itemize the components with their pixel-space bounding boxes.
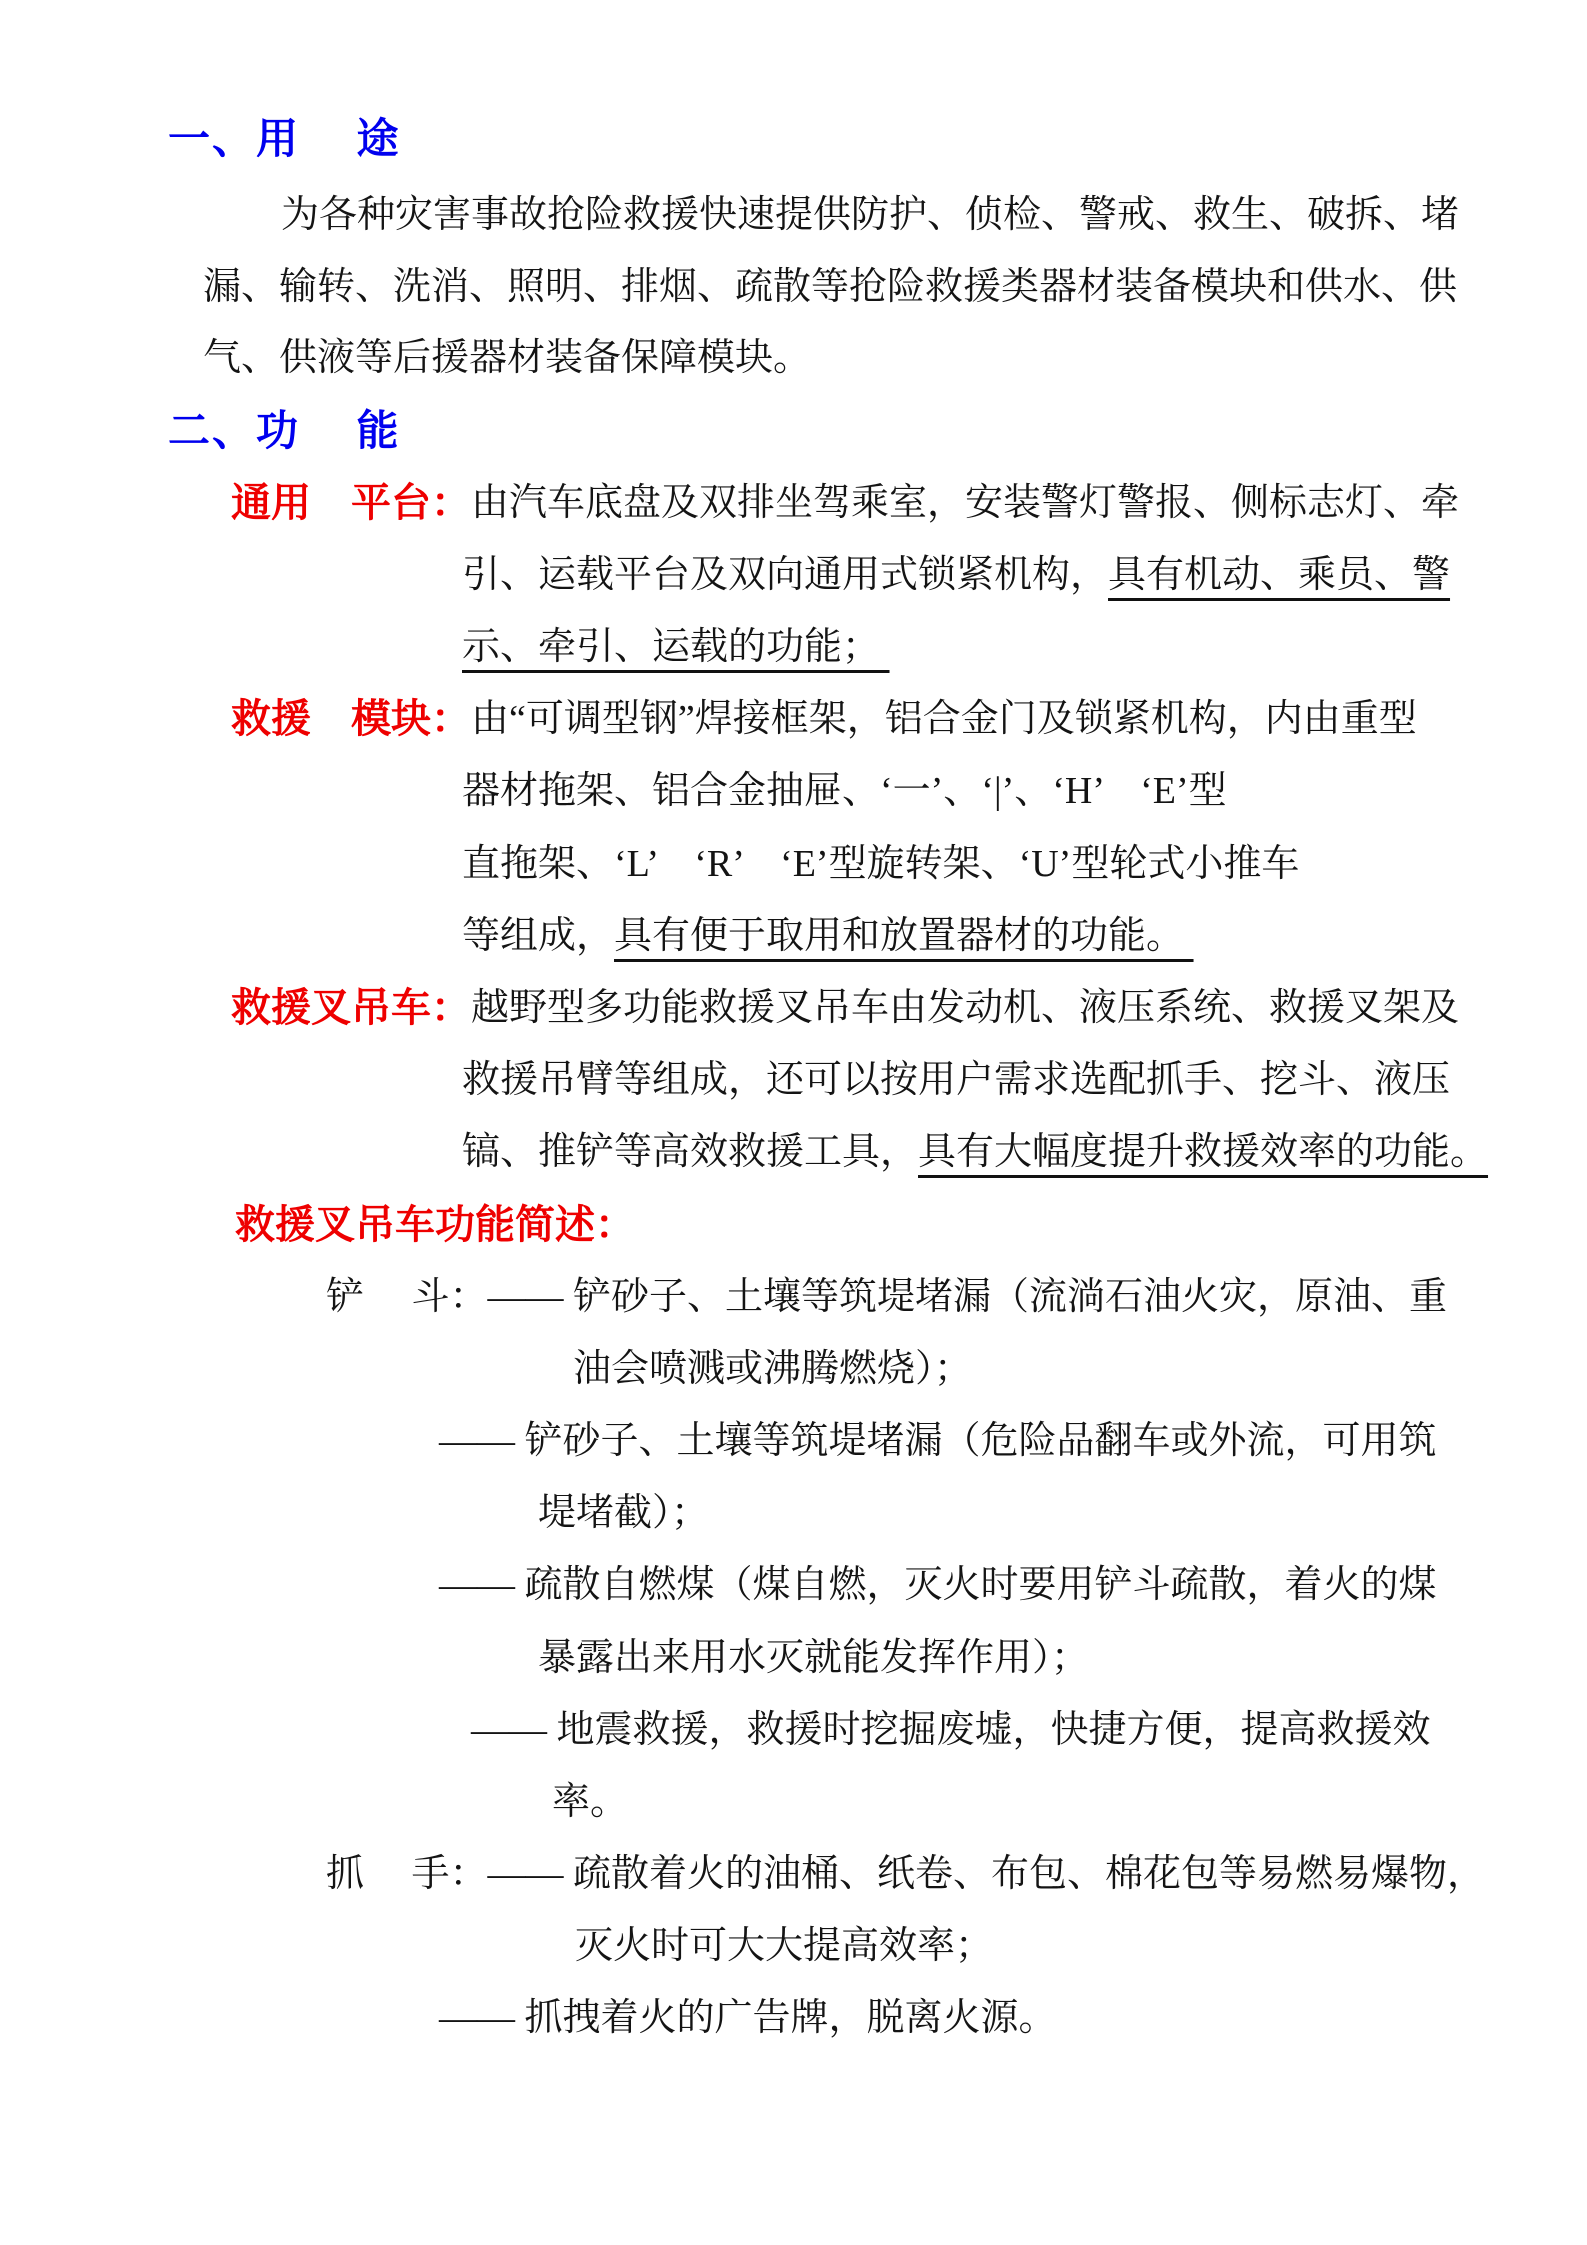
text-segment: 直拖架、‘L’ ‘R’ ‘E’型旋转架、‘U’型轮式小推车 <box>462 843 1300 885</box>
doc-line <box>281 179 1459 251</box>
text-segment: —— <box>471 1709 557 1751</box>
doc-line <box>235 1189 635 1261</box>
text-segment: 漏、输转、洗消、照明、排烟、疏散等抢险救援类器材装备模块和供水、供 <box>203 266 1458 308</box>
doc-line <box>575 1910 993 1982</box>
text-segment: 镐、推铲等高效救援工具， <box>462 1131 919 1173</box>
text-segment: —— <box>487 1853 574 1895</box>
entry-label: 救援叉吊车： <box>231 985 471 1030</box>
text-segment: 具有大幅度提升救援效率的功能。 <box>918 1131 1489 1173</box>
text-segment: 气、供液等后援器材装备保障模块。 <box>203 337 812 379</box>
text-segment: 率。 <box>552 1781 629 1823</box>
text-segment: 堤堵截）； <box>538 1492 710 1534</box>
doc-line <box>439 1405 1437 1477</box>
doc-line <box>462 828 1299 900</box>
text-segment: 具有机动、乘员、警 <box>1108 554 1451 596</box>
text-segment: 由汽车底盘及双排坐驾乘室，安装警灯警报、侧标志灯、牵 <box>471 482 1460 524</box>
text-segment: 疏散自燃煤（煤自燃，灭火时要用铲斗疏散，着火的煤 <box>524 1564 1437 1606</box>
text-segment: 铲 斗： <box>326 1276 488 1318</box>
doc-line <box>326 1261 1447 1333</box>
text-segment: 暴露出来用水灭就能发挥作用）； <box>538 1637 1090 1679</box>
text-segment: 抓拽着火的广告牌，脱离火源。 <box>524 1997 1057 2039</box>
text-segment: 引、运载平台及双向通用式锁紧机构， <box>462 554 1109 596</box>
doc-line <box>552 1766 628 1838</box>
text-segment: 抓 手： <box>326 1853 488 1895</box>
doc-line <box>231 467 1459 539</box>
text-segment: 具有便于取用和放置器材的功能。 <box>614 915 1194 957</box>
doc-line <box>538 1477 709 1549</box>
doc-line <box>439 1549 1437 1621</box>
entry-label: 通用 平台： <box>231 480 471 525</box>
text-segment: 为各种灾害事故抢险救援快速提供防护、侦检、警戒、救生、破拆、堵 <box>281 194 1460 236</box>
doc-line <box>168 396 401 468</box>
doc-line <box>462 611 890 683</box>
doc-line <box>573 1333 972 1405</box>
text-segment: 灭火时可大大提高效率； <box>575 1925 994 1967</box>
text-segment: 铲砂子、土壤等筑堤堵漏（流淌石油火灾，原油、重 <box>573 1276 1448 1318</box>
doc-line <box>471 1694 1431 1766</box>
text-segment: 地震救援，救援时挖掘废墟，快捷方便，提高救援效 <box>556 1709 1431 1751</box>
text-segment: 油会喷溅或沸腾燃烧）； <box>573 1348 973 1390</box>
doc-line <box>326 1838 1485 1910</box>
text-segment: 疏散着火的油桶、纸卷、布包、棉花包等易燃易爆物， <box>573 1853 1486 1895</box>
doc-line <box>462 539 1450 611</box>
doc-line <box>462 900 1194 972</box>
text-segment: 等组成， <box>462 915 615 957</box>
doc-line <box>231 683 1417 755</box>
text-segment: 器材拖架、铝合金抽屉、‘一’、‘|’、‘H’ ‘E’型 <box>462 770 1227 812</box>
text-segment: 由“可调型钢”焊接框架，铝合金门及锁紧机构，内由重型 <box>471 698 1417 740</box>
text-segment: —— <box>439 1997 525 2039</box>
entry-label: 救援 模块： <box>231 696 471 741</box>
entry-label: 救援叉吊车功能简述： <box>235 1202 635 1247</box>
section-heading: 一、用 途 <box>168 117 401 163</box>
text-segment: —— <box>439 1420 525 1462</box>
doc-line <box>462 1044 1450 1116</box>
doc-line <box>231 972 1459 1044</box>
doc-line <box>203 322 811 394</box>
text-segment: 越野型多功能救援叉吊车由发动机、液压系统、救援叉架及 <box>471 987 1460 1029</box>
doc-line <box>462 755 1227 827</box>
text-segment: —— <box>487 1276 574 1318</box>
doc-line <box>462 1116 1488 1188</box>
text-segment: 救援吊臂等组成，还可以按用户需求选配抓手、挖斗、液压 <box>462 1059 1451 1101</box>
text-segment: 示、牵引、运载的功能； <box>462 626 890 668</box>
section-heading: 二、功 能 <box>168 409 401 455</box>
doc-line <box>439 1982 1057 2054</box>
doc-line <box>538 1622 1089 1694</box>
doc-line <box>168 104 401 176</box>
text-segment: 铲砂子、土壤等筑堤堵漏（危险品翻车或外流，可用筑 <box>524 1420 1437 1462</box>
doc-line <box>203 251 1457 323</box>
text-segment: —— <box>439 1564 525 1606</box>
